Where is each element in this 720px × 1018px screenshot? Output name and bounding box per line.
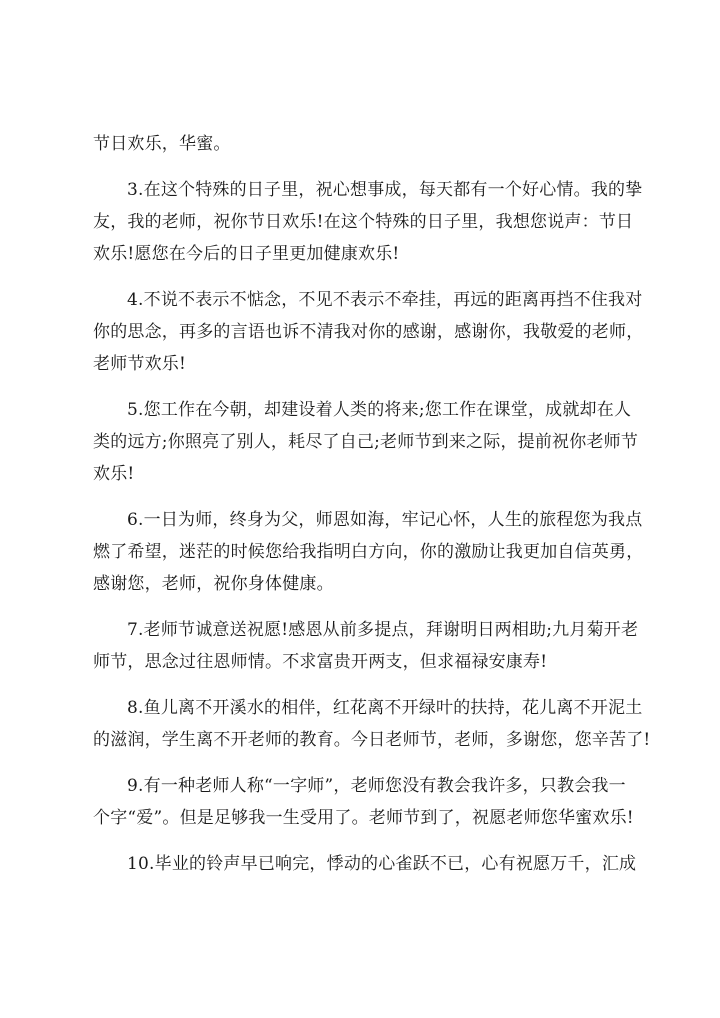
paragraph-3 <box>93 174 643 270</box>
paragraph-4 <box>93 284 644 380</box>
text-line: 老师节欢乐! <box>93 354 187 374</box>
text-line: 的滋润，学生离不开老师的教育。今日老师节，老师，多谢您，您辛苦了! <box>93 730 651 750</box>
paragraph-continuation <box>93 128 633 160</box>
paragraph-7 <box>93 614 639 678</box>
text-line: 8.鱼儿离不开溪水的相伴，红花离不开绿叶的扶持，花儿离不开泥土 <box>127 698 643 718</box>
paragraph-9 <box>93 770 633 834</box>
text-line: 类的远方;你照亮了别人，耗尽了自己;老师节到来之际，提前祝你老师节 <box>93 432 639 452</box>
text-line: 个字“爱”。但是足够我一生受用了。老师节到了，祝愿老师您华蜜欢乐! <box>93 808 634 828</box>
text-line: 你的思念，再多的言语也诉不清我对你的感谢，感谢你，我敬爱的老师， <box>93 322 644 342</box>
text-line: 10.毕业的铃声早已响完，悸动的心雀跃不已，心有祝愿万千，汇成 <box>127 854 637 874</box>
paragraph-6 <box>93 504 644 600</box>
paragraph-8 <box>93 692 651 756</box>
text-line: 师节，思念过往恩师情。不求富贵开两支，但求福禄安康寿! <box>93 652 548 672</box>
text-line: 欢乐! <box>93 464 135 484</box>
text-line: 7.老师节诚意送祝愿!感恩从前多提点，拜谢明日两相助;九月菊开老 <box>127 620 639 640</box>
text-line: 9.有一种老师人称“一字师”，老师您没有教会我许多，只教会我一 <box>127 776 626 796</box>
text-line: 6.一日为师，终身为父，师恩如海，牢记心怀，人生的旅程您为我点 <box>127 510 643 530</box>
document-body <box>93 128 651 880</box>
text-line: 3.在这个特殊的日子里，祝心想事成，每天都有一个好心情。我的挚 <box>127 180 643 200</box>
text-line: 节日欢乐，华蜜。 <box>93 134 231 154</box>
paragraph-5 <box>93 394 639 490</box>
text-line: 燃了希望，迷茫的时候您给我指明白方向，你的激励让我更加自信英勇， <box>93 542 644 562</box>
paragraph-10 <box>93 848 637 880</box>
text-line: 感谢您，老师，祝你身体健康。 <box>93 574 334 594</box>
text-line: 5.您工作在今朝，却建设着人类的将来;您工作在课堂，成就却在人 <box>127 400 632 420</box>
text-line: 欢乐!愿您在今后的日子里更加健康欢乐! <box>93 244 400 264</box>
text-line: 友，我的老师，祝你节日欢乐!在这个特殊的日子里，我想您说声：节日 <box>93 212 634 232</box>
text-line: 4.不说不表示不惦念，不见不表示不牵挂，再远的距离再挡不住我对 <box>127 290 643 310</box>
